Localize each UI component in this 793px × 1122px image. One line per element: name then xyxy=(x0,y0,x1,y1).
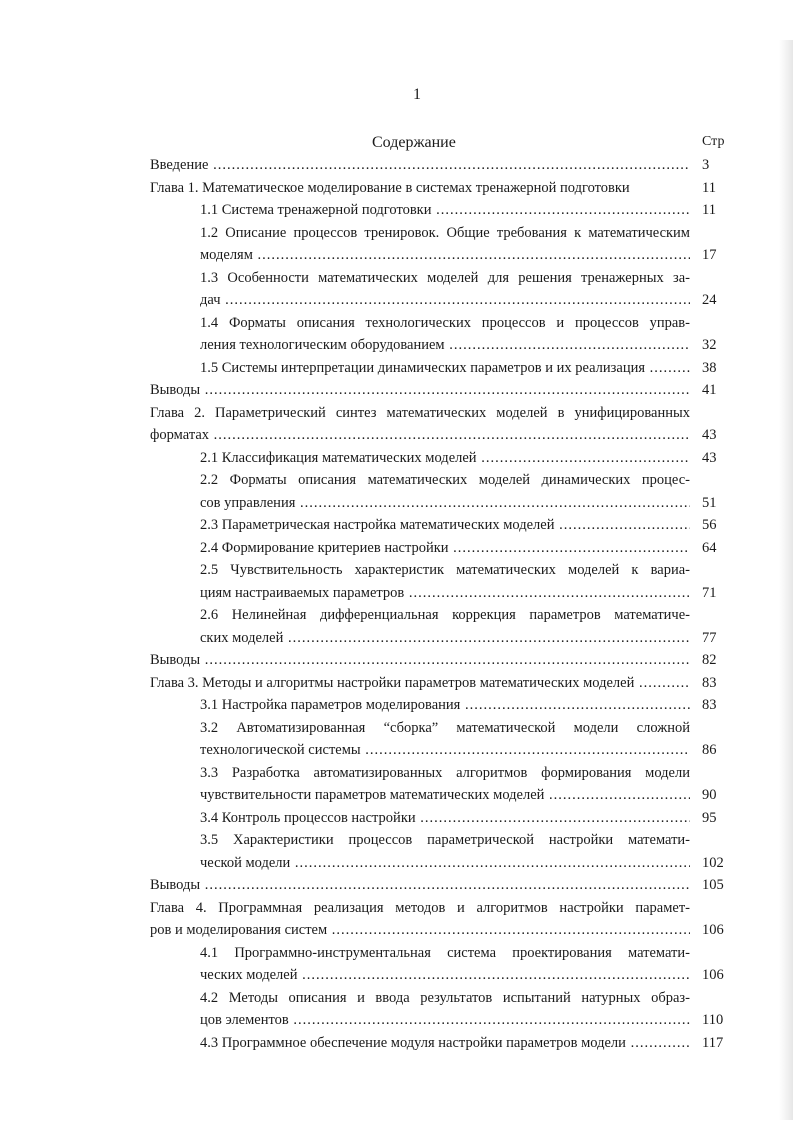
toc-entry-line: Глава 4. Программная реализация методов и алгоритмов настройки парамет- xyxy=(150,899,690,916)
toc-entry xyxy=(150,874,690,897)
toc-entry xyxy=(150,672,690,695)
toc-entry-line: 3.2 Автоматизированная “сборка” математической модели сложной xyxy=(200,719,690,736)
toc-entry xyxy=(200,829,690,874)
toc-page-number: 51 xyxy=(702,494,717,511)
toc-page-number: 83 xyxy=(702,674,717,691)
toc-page-number: 71 xyxy=(702,584,717,601)
toc-entry-line: 3.3 Разработка автоматизированных алгоритмов формирования модели xyxy=(200,764,690,781)
toc-entry-line: Глава 3. Методы и алгоритмы настройки параметров математических моделей ..... xyxy=(150,672,690,695)
toc-entry-line: циям настраиваемых параметров ..... xyxy=(200,582,690,605)
toc-entry xyxy=(150,649,690,672)
toc-entry xyxy=(200,762,690,807)
toc-entry xyxy=(150,177,690,200)
toc-entry-line: 4.1 Программно-инструментальная система проектирования математи- xyxy=(200,944,690,961)
toc-entry-line: дач ..... xyxy=(200,289,690,312)
toc-page-number: 43 xyxy=(702,449,717,466)
toc-page-number: 32 xyxy=(702,337,717,353)
toc-entry xyxy=(200,694,690,717)
toc-entry-line: 2.6 Нелинейная дифференциальная коррекция параметров математиче- xyxy=(200,607,690,623)
toc-page-number: 11 xyxy=(702,179,716,196)
toc-page-number: 77 xyxy=(702,629,717,646)
toc-entry xyxy=(200,1032,690,1055)
toc-entry-line: 4.3 Программное обеспечение модуля настройки параметров модели ..... xyxy=(200,1032,690,1055)
toc-entry xyxy=(150,402,690,447)
toc-entry xyxy=(200,222,690,267)
toc-entry xyxy=(200,604,690,649)
toc-entry xyxy=(200,469,690,514)
toc-entry-line: Введение ..... xyxy=(150,154,690,177)
toc-entry-line: ских моделей ..... xyxy=(200,627,690,650)
toc-entry xyxy=(150,379,690,402)
toc-entry-line: цов элементов ..... xyxy=(200,1009,690,1032)
toc-page-number: 102 xyxy=(702,854,724,871)
toc-entry-line: 2.2 Форматы описания математических моделей динамических процес- xyxy=(200,472,690,488)
toc-page-number: 83 xyxy=(702,697,717,713)
toc-page-number: 106 xyxy=(702,967,724,983)
toc-page-number: 95 xyxy=(702,809,717,826)
toc-entry-line: Выводы ..... xyxy=(150,874,690,897)
toc-entry-line: ческой модели ..... xyxy=(200,852,690,875)
toc-entry-line: 3.5 Характеристики процессов параметрической настройки математи- xyxy=(200,832,690,848)
toc-entry-line: Выводы ..... xyxy=(150,649,690,672)
toc-entry-line: ления технологическим оборудованием ..... xyxy=(200,334,690,357)
toc-entry xyxy=(200,514,690,537)
toc-entry-line: 4.2 Методы описания и ввода результатов испытаний натурных образ- xyxy=(200,989,690,1006)
toc-entry xyxy=(150,897,690,942)
toc-entry xyxy=(200,537,690,560)
toc-entry-line: моделям ..... xyxy=(200,244,690,267)
toc-page-number: 38 xyxy=(702,359,717,376)
toc-page-number: 41 xyxy=(702,382,717,398)
toc-page-number: 24 xyxy=(702,292,717,308)
toc-entry xyxy=(200,199,690,222)
toc-page-number: 17 xyxy=(702,247,717,263)
page-column-header: Стр xyxy=(702,134,725,149)
toc-entry xyxy=(200,312,690,357)
toc-entry-line: 3.1 Настройка параметров моделирования ..... xyxy=(200,694,690,717)
toc-page-number: 3 xyxy=(702,157,710,173)
toc-entry xyxy=(200,942,690,987)
toc-entry-line: 2.1 Классификация математических моделей ..... xyxy=(200,447,690,470)
toc-title: Содержание xyxy=(372,134,456,151)
toc-entry-line: 1.3 Особенности математических моделей для решения тренажерных за- xyxy=(200,269,690,286)
page-edge-shadow xyxy=(779,40,793,1120)
toc-entry-line: сов управления ..... xyxy=(200,492,690,515)
toc-entry-line: 1.5 Системы интерпретации динамических параметров и их реализация ..... xyxy=(200,357,690,380)
toc-entry xyxy=(150,154,690,177)
toc-page-number: 43 xyxy=(702,427,717,443)
toc-entry-line: Глава 2. Параметрический синтез математических моделей в унифицированных xyxy=(150,404,690,421)
toc-entry xyxy=(200,357,690,380)
toc-page-number: 64 xyxy=(702,539,717,556)
toc-entry-line: 3.4 Контроль процессов настройки ..... xyxy=(200,807,690,830)
toc-entry xyxy=(200,267,690,312)
toc-entry xyxy=(200,807,690,830)
toc-page-number: 82 xyxy=(702,652,717,668)
page-number: 1 xyxy=(413,86,421,103)
toc-page-number: 86 xyxy=(702,742,717,758)
toc-entry-line: чувствительности параметров математических моделей ..... xyxy=(200,784,690,807)
toc-page-number: 110 xyxy=(702,1012,724,1028)
toc-page-number: 117 xyxy=(702,1034,724,1051)
toc-entry-line: Выводы ..... xyxy=(150,379,690,402)
toc-entry-line: 1.2 Описание процессов тренировок. Общие требования к математическим xyxy=(200,224,690,241)
toc-entry xyxy=(200,987,690,1032)
toc-page-number: 11 xyxy=(702,202,716,218)
toc-entry xyxy=(200,559,690,604)
toc-entry-line: 2.4 Формирование критериев настройки ..... xyxy=(200,537,690,560)
toc-entry-line: ческих моделей ..... xyxy=(200,964,690,987)
toc-entry-line: 2.5 Чувствительность характеристик математических моделей к вариа- xyxy=(200,562,690,578)
toc-entry-line: 1.1 Система тренажерной подготовки ..... xyxy=(200,199,690,222)
toc-entry-line: 2.3 Параметрическая настройка математических моделей ..... xyxy=(200,514,690,537)
toc-entry-line: технологической системы ..... xyxy=(200,739,690,762)
toc-page-number: 105 xyxy=(702,877,724,893)
toc-entry-line: 1.4 Форматы описания технологических процессов и процессов управ- xyxy=(200,314,690,331)
toc-entry xyxy=(200,447,690,470)
toc-page-number: 90 xyxy=(702,787,717,803)
toc-entry xyxy=(200,717,690,762)
toc-entry-line: Глава 1. Математическое моделирование в системах тренажерной подготовки xyxy=(150,179,630,196)
toc-page-number: 106 xyxy=(702,922,724,938)
toc-entry-line: форматах ..... xyxy=(150,424,690,447)
toc-page-number: 56 xyxy=(702,517,717,533)
toc-entry-line: ров и моделирования систем ..... xyxy=(150,919,690,942)
